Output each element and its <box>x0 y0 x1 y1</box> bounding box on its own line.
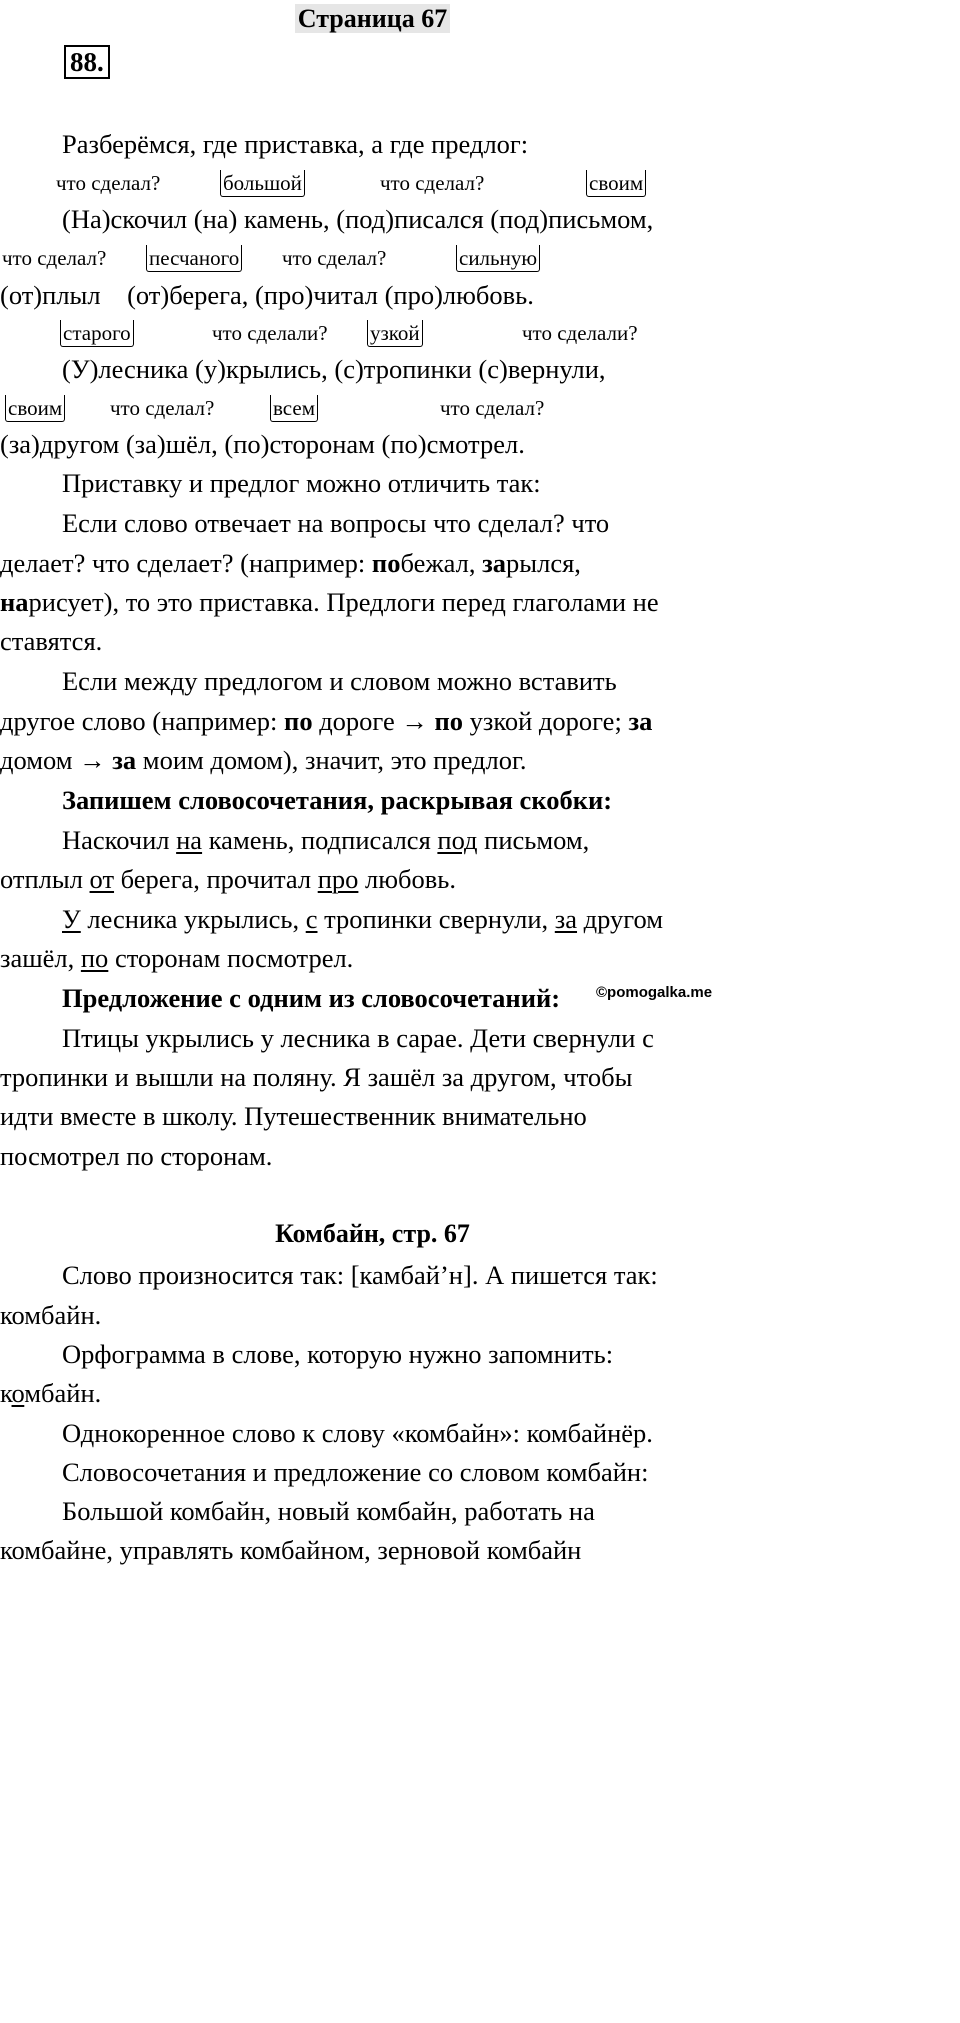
section2-p2-line2: комбайн. <box>0 1378 102 1408</box>
inserted-word-bracket: своим <box>5 395 65 422</box>
section2-p2-line1: Орфограмма в слове, которую нужно запомнить: <box>62 1339 614 1369</box>
question-label: что сделал? <box>380 171 485 195</box>
rule1-line1: Если слово отвечает на вопросы что сделал? что <box>62 508 610 538</box>
rule2-line2: другое слово (например: по дороге → по узкой дороге; за <box>0 706 653 736</box>
rule1-line4: ставятся. <box>0 626 103 656</box>
inserted-word-bracket: старого <box>60 320 134 347</box>
question-label: что сделал? <box>440 396 545 420</box>
intro-text: Разберёмся, где приставка, а где предлог: <box>62 129 529 159</box>
section2-p4: Словосочетания и предложение со словом комбайн: <box>62 1457 649 1487</box>
page-title: Страница 67 <box>0 2 745 36</box>
inserted-word-bracket: узкой <box>367 320 423 347</box>
question-label: что сделал? <box>282 246 387 270</box>
phrases-line3: У лесника укрылись, с тропинки свернули, за другом <box>62 904 664 934</box>
rule2-line1: Если между предлогом и словом можно вставить <box>62 666 617 696</box>
section2-p5-line1: Большой комбайн, новый комбайн, работать на <box>62 1496 595 1526</box>
example-line-2: (от)плыл (от)берега, (про)читал (про)любовь. <box>0 280 534 310</box>
rule1-line3: нарисует), то это приставка. Предлоги перед глаголами не <box>0 587 659 617</box>
sentence-line4: посмотрел по сторонам. <box>0 1141 273 1171</box>
question-label: что сделали? <box>212 321 328 345</box>
sentence-line1: Птицы укрылись у лесника в сарае. Дети свернули с <box>62 1023 654 1053</box>
section2-p5-line2: комбайне, управлять комбайном, зерновой комбайн <box>0 1535 582 1565</box>
heading-phrases: Запишем словосочетания, раскрывая скобки: <box>62 785 613 815</box>
phrases-line2: отплыл от берега, прочитал про любовь. <box>0 864 456 894</box>
rule-intro: Приставку и предлог можно отличить так: <box>62 468 541 498</box>
example-line-1: (На)скочил (на) камень, (под)писался (под)письмом, <box>62 204 654 234</box>
question-label: что сделали? <box>522 321 638 345</box>
inserted-word-bracket: всем <box>270 395 318 422</box>
example-line-3: (У)лесника (у)крылись, (с)тропинки (с)вернули, <box>62 354 606 384</box>
sentence-line3: идти вместе в школу. Путешественник внимательно <box>0 1101 587 1131</box>
phrases-line1: Наскочил на камень, подписался под письмом, <box>62 825 590 855</box>
rule2-line3: домом → за моим домом), значит, это предлог. <box>0 745 527 775</box>
section2-title: Комбайн, стр. 67 <box>275 1219 470 1248</box>
example-line-4: (за)другом (за)шёл, (по)сторонам (по)смотрел. <box>0 429 525 459</box>
watermark: ©pomogalka.me <box>596 984 713 1001</box>
inserted-word-bracket: песчаного <box>146 245 242 272</box>
section2-p1-line2: комбайн. <box>0 1300 102 1330</box>
question-label: что сделал? <box>56 171 161 195</box>
inserted-word-bracket: сильную <box>456 245 540 272</box>
rule1-line2: делает? что сделает? (например: побежал, зарылся, <box>0 548 581 578</box>
sentence-line2: тропинки и вышли на поляну. Я зашёл за другом, чтобы <box>0 1062 633 1092</box>
inserted-word-bracket: большой <box>220 170 305 197</box>
task-number-badge: 88. <box>64 45 110 79</box>
section2-p3: Однокоренное слово к слову «комбайн»: комбайнёр. <box>62 1418 653 1448</box>
section2-p1-line1: Слово произносится так: [камбай’н]. А пишется так: <box>62 1260 658 1290</box>
question-label: что сделал? <box>2 246 107 270</box>
question-label: что сделал? <box>110 396 215 420</box>
heading-sentence: Предложение с одним из словосочетаний: <box>62 983 561 1013</box>
phrases-line4: зашёл, по сторонам посмотрел. <box>0 943 354 973</box>
inserted-word-bracket: своим <box>586 170 646 197</box>
